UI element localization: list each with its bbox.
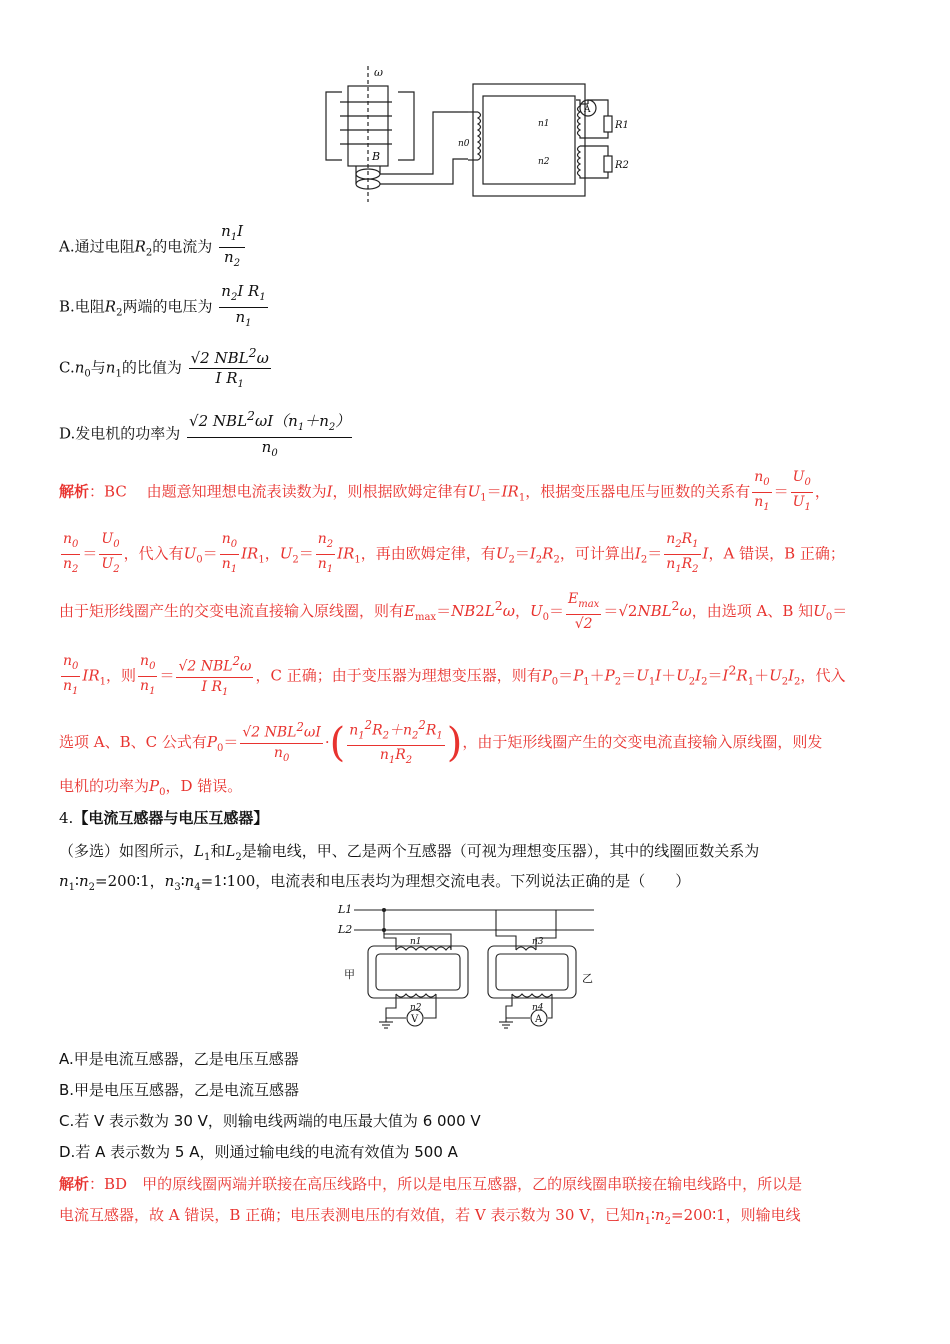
q4-stem-line1: （多选）如图所示，$L_1$和$L_2$是输电线，甲、乙是两个互感器（可视为理想变压器），其中的线圈匝数关系为 bbox=[59, 842, 760, 863]
L2-label: L2 bbox=[338, 923, 353, 936]
L1-label: L1 bbox=[338, 903, 353, 916]
solution3-line6: 电机的功率为$P_0$，D 错误。 bbox=[59, 777, 243, 798]
solution3-line4: $\frac{n_0}{n_1}$ $IR_1$，则 $\frac{n_0}{n_1}$ ＝ $\frac{√2 NBL^2\omega}{I R_1}$ ，C 正确；由于变压器为理想变压器，则有$P_0=P_1+P_2=U_1I+U_2I_2=I^2R_1+U_2I_2$，代入 bbox=[63, 653, 846, 698]
solution3-line3: 由于矩形线圈产生的交变电流直接输入原线圈，则有$E_{max}=NB2L^2\omega$，$U_0=$ $\frac{E_{max}}{√2}$ $=√2NBL^2\omega$，由选项 A、B 知$U_0=$ bbox=[59, 591, 848, 632]
solution3-line1: 解析：BC 由题意知理想电流表读数为I，则根据欧姆定律有$U_1=IR_1$，根据变压器电压与匝数的关系有 $\frac{n_0}{n_1}$ ＝ $\frac{U_0}{U_1}$ ， bbox=[59, 469, 830, 513]
voltmeter-label: V bbox=[411, 1014, 419, 1025]
n3-label: n3 bbox=[532, 937, 544, 947]
q4-option-c: C.若 V 表示数为 30 V，则输电线两端的电压最大值为 6 000 V bbox=[59, 1112, 481, 1130]
option-a: A.通过电阻$R_2$的电流为 $\frac{n_1I}{n_2}$ bbox=[59, 222, 247, 273]
R2-label: R2 bbox=[615, 160, 629, 171]
option-b: B.电阻$R_2$两端的电压为 $\frac{n_2I R_1}{n_1}$ bbox=[59, 282, 266, 329]
n2-label: n2 bbox=[538, 157, 550, 167]
q4-heading: 4.【电流互感器与电压互感器】 bbox=[59, 809, 269, 827]
solution4-line2: 电流互感器，故 A 错误，B 正确；电压表测电压的有效值，若 V 表示数为 30 V，已知$n_1∶n_2=200∶1$，则输电线 bbox=[59, 1206, 801, 1227]
n1-label: n1 bbox=[410, 937, 422, 947]
option-d: D.发电机的功率为 $\frac{√2 NBL^2\omega I(n_1+n_2)}{n_0}$ bbox=[59, 408, 351, 459]
solution3-line2: $\frac{n_0}{n_2}$ ＝ $\frac{U_0}{U_2}$ ，代入有$U_0=$ $\frac{n_0}{n_1}$ $IR_1$，$U_2=$ $\frac{n_2}{n_1}$ $IR_1$，再由欧姆定律，有$U_2=I_2R_2$，可计算出$I_2=$ $\frac{n_2R_1}{n_1R_2}$ I，A 错误，B 正确； bbox=[63, 531, 845, 575]
n4-label: n4 bbox=[532, 1003, 544, 1013]
q4-stem-line2: $n_1∶n_2=200∶1$，$n_3∶n_4=1∶100$，电流表和电压表均为理想交流电表。下列说法正确的是（ ） bbox=[59, 872, 691, 893]
omega-label: ω bbox=[374, 66, 383, 79]
R1-label: R1 bbox=[615, 120, 629, 131]
option-c: $C.n_0$与$n_1$的比值为 $\frac{√2 NBL^2\omega}{I R_1}$ bbox=[59, 345, 269, 390]
q4-option-a: A.甲是电流互感器，乙是电压互感器 bbox=[59, 1050, 299, 1068]
ammeter-label: A bbox=[535, 1014, 543, 1025]
solution3-line5: 选项 A、B、C 公式有$P_0=$ $\frac{√2 NBL^2\omega I}{n_0}$ ·( $\frac{n_1^2R_2+n_2^2R_1}{n_1R_2}$ )，由于矩形线圈产生的交变电流直接输入原线圈，则发 bbox=[59, 718, 823, 767]
figure-generator-transformer bbox=[318, 64, 638, 204]
figure-instrument-transformers bbox=[336, 898, 598, 1040]
n1-label: n1 bbox=[538, 119, 550, 129]
q4-option-d: D.若 A 表示数为 5 A，则通过输电线的电流有效值为 500 A bbox=[59, 1143, 458, 1161]
n2-label: n2 bbox=[410, 1003, 422, 1013]
jia-label: 甲 bbox=[344, 968, 355, 981]
n0-label: n0 bbox=[458, 139, 470, 149]
yi-label: 乙 bbox=[582, 972, 593, 985]
B-label: B bbox=[372, 150, 381, 163]
ammeter-label: A bbox=[584, 105, 591, 115]
solution4-line1: 解析：BD 甲的原线圈两端并联接在高压线路中，所以是电压互感器，乙的原线圈串联接在输电线路中，所以是 bbox=[59, 1175, 803, 1193]
fraction: $\frac{n_1I}{n_2}$ bbox=[221, 222, 244, 269]
q4-option-b: B.甲是电压互感器，乙是电流互感器 bbox=[59, 1081, 300, 1099]
